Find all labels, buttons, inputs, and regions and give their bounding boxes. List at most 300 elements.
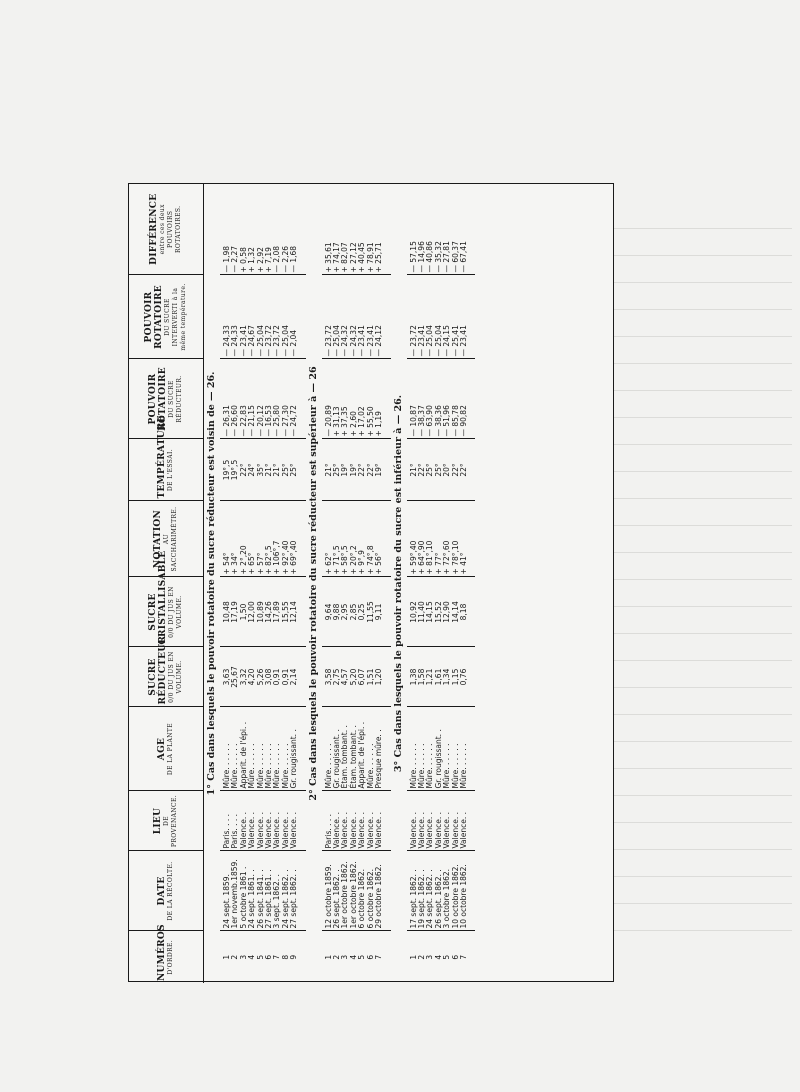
- table-cell: 14,15: [426, 577, 434, 647]
- table-cell: 2: [231, 931, 239, 983]
- rotated-table: [129, 184, 615, 983]
- table-row: [358, 184, 366, 983]
- table-cell: 6: [367, 931, 375, 983]
- table-cell: 29 octobre 1862.: [375, 851, 383, 931]
- table-cell: Valence. .: [265, 791, 273, 851]
- table-cell: 5,26: [257, 647, 265, 707]
- table-cell: 25°: [333, 439, 341, 501]
- table-cell: Mûre. . . . . .: [443, 707, 451, 791]
- column-header-title: TEMPÉRATURE: [157, 415, 167, 499]
- table-cell: 21°: [273, 439, 281, 501]
- spacer-cell: [384, 577, 391, 647]
- table-cell: 19°,5: [231, 439, 239, 501]
- spacer-cell: [468, 647, 475, 707]
- table-cell: Paris. . . .: [231, 791, 239, 851]
- table-cell: 24°: [248, 439, 256, 501]
- table-cell: 25°: [282, 439, 290, 501]
- table-cell: Mûre. . . . . .: [418, 707, 426, 791]
- table-cell: — 16,53: [265, 359, 273, 439]
- table-cell: 6 octobre 1862.: [367, 851, 375, 931]
- table-cell: 2,75: [333, 647, 341, 707]
- table-cell: 24 sept. 1861. .: [248, 851, 256, 931]
- table-cell: 22°: [367, 439, 375, 501]
- table-cell: 1,21: [426, 647, 434, 707]
- table-cell: Valence. .: [341, 791, 349, 851]
- table-cell: + 35,61: [323, 242, 333, 273]
- table-body: [204, 184, 476, 983]
- table-row: [375, 184, 383, 983]
- table-cell: 9,88: [333, 577, 341, 647]
- table-cell: 2,85: [350, 577, 358, 647]
- spacer-cell: [468, 501, 475, 577]
- table-cell: 22°: [460, 439, 468, 501]
- table-cell: Valence. .: [407, 791, 418, 851]
- table-row: [273, 184, 281, 983]
- table-cell: Valence. .: [290, 791, 298, 851]
- table-cell: 3,08: [265, 647, 273, 707]
- table-cell: 15,52: [435, 577, 443, 647]
- table-cell: — 35,32: [433, 241, 443, 273]
- column-header-title: POUVOIR ROTATOIRE: [144, 285, 164, 349]
- table-cell: 19°: [341, 439, 349, 501]
- table-cell: 21°: [265, 439, 273, 501]
- table-cell: + 40,45: [357, 242, 367, 273]
- table-cell: — 25,04: [257, 275, 265, 359]
- table-cell: 0,76: [460, 647, 468, 707]
- column-header: [129, 707, 204, 791]
- spacer-cell: [384, 184, 391, 275]
- column-header-subtitle: DU SUCRE RÉDUCTEUR.: [168, 375, 183, 423]
- table-cell: + 2,60: [350, 359, 358, 439]
- table-cell: 3,32: [240, 647, 248, 707]
- table-cell: 4,20: [248, 647, 256, 707]
- table-cell: — 25,04: [282, 275, 290, 359]
- spacer-cell: [384, 275, 391, 359]
- table-cell: Valence. .: [257, 791, 265, 851]
- table-cell: + 78,91: [365, 242, 375, 273]
- table-cell: Étam. tombant. .: [341, 707, 349, 791]
- table-cell: 11,40: [418, 577, 426, 647]
- spacer-cell: [299, 791, 306, 851]
- table-cell: 25°: [426, 439, 434, 501]
- table-cell: 2: [418, 931, 426, 983]
- table-cell: Valence. .: [240, 791, 248, 851]
- spacer-cell: [384, 359, 391, 439]
- spacer-cell: [299, 577, 306, 647]
- spacer-cell: [299, 851, 306, 931]
- table-cell: — 60,37: [450, 241, 460, 273]
- table-cell: + 1,32: [247, 247, 257, 273]
- column-header-subtitle: 0/0 DU JUS EN VOLUME.: [168, 586, 183, 638]
- spacer-cell: [299, 359, 306, 439]
- table-cell: 10,89: [257, 577, 265, 647]
- column-header-subtitle: DU SUCRE INTERVERTI à la même température.: [164, 283, 187, 351]
- table-cell: — 23,41: [358, 275, 366, 359]
- table-cell: — 23,41: [460, 275, 468, 359]
- table-cell: + 81°,10: [426, 501, 434, 577]
- column-header-subtitle: DE PROVENANCE.: [163, 794, 178, 848]
- table-cell: 14,14: [452, 577, 460, 647]
- table-cell: Valence. .: [426, 791, 434, 851]
- table-cell: 1,50: [240, 577, 248, 647]
- table-cell: + 9°,9: [358, 501, 366, 577]
- column-header: [129, 359, 204, 439]
- spacer-row: [468, 184, 475, 983]
- table-cell: — 24,33: [231, 275, 239, 359]
- table-cell: + 54°: [220, 501, 231, 577]
- column-header: [129, 275, 204, 359]
- table-cell: + 17,02: [358, 359, 366, 439]
- table-cell: — 23,72: [265, 275, 273, 359]
- column-header: [129, 924, 204, 983]
- table-cell: + 72°,60: [443, 501, 451, 577]
- table-cell: 12,90: [443, 577, 451, 647]
- table-cell: — 51,96: [443, 359, 451, 439]
- section-title: 2° Cas dans lesquels le pouvoir rotatoire du sucre réducteur est supérieur à — 26: [307, 366, 319, 801]
- table-cell: — 23,41: [240, 275, 248, 359]
- table-cell: 19°,5: [220, 439, 231, 501]
- table-cell: 2,95: [341, 577, 349, 647]
- table-cell: 22°: [418, 439, 426, 501]
- table-cell: — 1,98: [222, 245, 231, 273]
- table-cell: 8: [282, 931, 290, 983]
- table-cell: 25°: [290, 439, 298, 501]
- table-cell: 26 sept. 1841. .: [257, 851, 265, 931]
- column-header-subtitle: DE LA PLANTE: [167, 722, 174, 776]
- table-cell: 1er octobre 1862.: [341, 851, 349, 931]
- table-row: [322, 184, 333, 983]
- spacer-cell: [299, 647, 306, 707]
- table-cell: + 27,12: [348, 242, 358, 273]
- table-cell: + 64°,90: [418, 501, 426, 577]
- table-cell: Mûre. . . . . .: [322, 707, 333, 791]
- table-cell: Valence. .: [435, 791, 443, 851]
- table-cell: 3 octobre 1862.: [443, 851, 451, 931]
- table-cell: + 20°,2: [350, 501, 358, 577]
- spacer-cell: [384, 791, 391, 851]
- table-cell: + 106°,7: [273, 501, 281, 577]
- spacer-cell: [468, 931, 475, 983]
- table-cell: 12,00: [248, 577, 256, 647]
- table-row: [265, 184, 273, 983]
- spacer-cell: [468, 275, 475, 359]
- table-cell: 19°: [375, 439, 383, 501]
- table-cell: 17,89: [273, 577, 281, 647]
- table-cell: 24 sept. 1859.: [220, 851, 231, 931]
- table-cell: — 38,36: [435, 359, 443, 439]
- spacer-cell: [468, 359, 475, 439]
- column-header-title: DIFFÉRENCE: [149, 193, 159, 265]
- column-header-subtitle: entre ces deux POUVOIRS ROTATOIRES.: [159, 204, 182, 255]
- spacer-cell: [384, 707, 391, 791]
- table-cell: 8,18: [460, 577, 468, 647]
- table-cell: — 40,86: [425, 241, 435, 273]
- table-cell: — 24,15: [443, 275, 451, 359]
- table-cell: 3: [341, 931, 349, 983]
- table-row: [460, 184, 468, 983]
- table-cell: — 67,41: [458, 241, 468, 273]
- spacer-row: [384, 184, 391, 983]
- table-cell: — 2,27: [230, 245, 240, 273]
- table-row: [426, 184, 434, 983]
- table-cell: — 14,96: [416, 241, 426, 273]
- table-cell: Valence. .: [452, 791, 460, 851]
- table-cell: + 65°: [248, 501, 256, 577]
- table-cell: 4,57: [341, 647, 349, 707]
- table-cell: Apparit. de l'épi. .: [240, 707, 248, 791]
- table-cell: 10 octobre 1862.: [452, 851, 460, 931]
- table-cell: + 69°,40: [290, 501, 298, 577]
- table-cell: + 62°: [322, 501, 333, 577]
- column-header: [129, 415, 204, 501]
- table-row: [257, 184, 265, 983]
- table-cell: 22°: [358, 439, 366, 501]
- table-cell: — 22,83: [240, 359, 248, 439]
- table-cell: — 20,89: [322, 359, 333, 439]
- table-cell: 1: [220, 931, 231, 983]
- table-cell: 3,58: [322, 647, 333, 707]
- table-cell: + 56°: [375, 501, 383, 577]
- table-cell: Valence. .: [333, 791, 341, 851]
- table-cell: 24 sept. 1862. .: [426, 851, 434, 931]
- table-cell: 2,14: [290, 647, 298, 707]
- table-cell: + 34°: [231, 501, 239, 577]
- table-cell: Valence. .: [443, 791, 451, 851]
- column-header-subtitle: AU SACCHARIMÈTRE.: [163, 506, 178, 572]
- table-cell: + 25,71: [374, 242, 384, 273]
- table-cell: + 55,50: [367, 359, 375, 439]
- table-cell: Valence. .: [248, 791, 256, 851]
- table-cell: Paris. . . .: [322, 791, 333, 851]
- column-header: [129, 791, 204, 851]
- table-cell: — 10,87: [407, 359, 418, 439]
- table-cell: Gr. rougissant. .: [290, 707, 298, 791]
- table-cell: — 25,41: [452, 275, 460, 359]
- table-cell: — 27,30: [282, 359, 290, 439]
- table-cell: — 20,12: [257, 359, 265, 439]
- table-cell: — 25,04: [435, 275, 443, 359]
- spacer-cell: [384, 931, 391, 983]
- table-cell: Mûre. . . . . .: [265, 707, 273, 791]
- table-cell: + 7,19: [264, 247, 274, 273]
- table-cell: — 2,26: [280, 245, 290, 273]
- table-cell: — 24,32: [341, 275, 349, 359]
- table-cell: — 24,72: [290, 359, 298, 439]
- table-cell: 6 octobre 1862.: [358, 851, 366, 931]
- table-cell: 3,63: [220, 647, 231, 707]
- table-cell: 21°: [322, 439, 333, 501]
- table-cell: + 77°: [435, 501, 443, 577]
- table-cell: Mûre. . . . . .: [407, 707, 418, 791]
- table-cell: — 1,68: [289, 245, 299, 273]
- table-cell: 1er octobre 1862.: [350, 851, 358, 931]
- table-cell: + 78°,10: [452, 501, 460, 577]
- table-cell: 1,38: [407, 647, 418, 707]
- table-cell: Valence. .: [367, 791, 375, 851]
- table-cell: + 74°,8: [367, 501, 375, 577]
- table-cell: 2: [333, 931, 341, 983]
- table-cell: 5 octobre 1861 .: [240, 851, 248, 931]
- table-cell: 26 sept. 1862. .: [333, 851, 341, 931]
- table-cell: 9,64: [322, 577, 333, 647]
- table-cell: — 23,72: [322, 275, 333, 359]
- table-cell: + 71°,5: [333, 501, 341, 577]
- spacer-row: [299, 184, 306, 983]
- column-header-title: DATE: [157, 876, 167, 906]
- table-cell: — 2,04: [290, 275, 298, 359]
- table-row: [452, 184, 460, 983]
- section-title: 3° Cas dans lesquels le pouvoir rotatoire du sucre est inférieur à — 26.: [392, 394, 404, 773]
- table-cell: Mûre. . . . . .: [460, 707, 468, 791]
- table-cell: 17,19: [231, 577, 239, 647]
- table-cell: Valence. .: [273, 791, 281, 851]
- table-cell: + 82,07: [340, 242, 350, 273]
- table-row: [367, 184, 375, 983]
- data-table: [129, 184, 475, 983]
- table-cell: 1,51: [367, 647, 375, 707]
- table-cell: + 92°,40: [282, 501, 290, 577]
- table-cell: 12,14: [290, 577, 298, 647]
- table-cell: — 23,41: [367, 275, 375, 359]
- table-cell: 17 sept. 1862. .: [407, 851, 418, 931]
- table-cell: — 57,15: [408, 241, 418, 273]
- table-cell: 1er novemb.1859.: [231, 851, 239, 931]
- table-row: [231, 184, 239, 983]
- table-cell: Gr. rougissant. .: [435, 707, 443, 791]
- table-cell: 0,91: [282, 647, 290, 707]
- table-cell: + 58°,5: [341, 501, 349, 577]
- table-cell: Apparit. de l'épi. .: [358, 707, 366, 791]
- table-cell: + 2°,20: [240, 501, 248, 577]
- table-cell: 1,58: [418, 647, 426, 707]
- table-cell: + 0,58: [238, 247, 248, 273]
- table-cell: 10,92: [407, 577, 418, 647]
- table-cell: 35°: [257, 439, 265, 501]
- spacer-cell: [299, 707, 306, 791]
- table-cell: 3: [426, 931, 434, 983]
- column-header-title: POUVOIR ROTATOIRE: [148, 367, 168, 431]
- table-cell: — 26,60: [231, 359, 239, 439]
- table-cell: — 21,15: [248, 359, 256, 439]
- table-cell: 5: [443, 931, 451, 983]
- spacer-cell: [299, 275, 306, 359]
- table-cell: — 2,08: [272, 245, 282, 273]
- table-cell: — 24,33: [220, 275, 231, 359]
- table-cell: Mûre. . . . . .: [273, 707, 281, 791]
- table-cell: 27 sept. 1861. .: [265, 851, 273, 931]
- spacer-cell: [384, 501, 391, 577]
- table-cell: Paris. . . .: [220, 791, 231, 851]
- table-cell: 19°: [350, 439, 358, 501]
- table-cell: — 25,04: [426, 275, 434, 359]
- column-header-title: NUMÉROS: [157, 924, 167, 981]
- spacer-cell: [468, 439, 475, 501]
- data-table-frame: [128, 183, 614, 982]
- table-cell: — 38,37: [418, 359, 426, 439]
- table-cell: Valence. .: [350, 791, 358, 851]
- table-cell: Mûre. . . . . .: [220, 707, 231, 791]
- bleed-through-text: [612, 228, 792, 948]
- table-row: [443, 184, 451, 983]
- table-cell: 25,67: [231, 647, 239, 707]
- table-cell: — 23,72: [407, 275, 418, 359]
- table-cell: 1,61: [435, 647, 443, 707]
- spacer-cell: [384, 439, 391, 501]
- table-cell: 1,20: [375, 647, 383, 707]
- table-cell: 7: [460, 931, 468, 983]
- table-cell: — 25,04: [333, 275, 341, 359]
- column-header-title: NOTATION: [153, 509, 163, 569]
- table-cell: Mûre. . . . . .: [248, 707, 256, 791]
- table-cell: 9: [290, 931, 298, 983]
- table-row: [240, 184, 248, 983]
- table-cell: 19 sept. 1862. .: [418, 851, 426, 931]
- column-header-title: AGE: [157, 737, 167, 761]
- column-header: [129, 184, 204, 275]
- table-cell: 20°: [443, 439, 451, 501]
- table-cell: + 41°: [460, 501, 468, 577]
- table-cell: 6: [452, 931, 460, 983]
- table-cell: — 24,12: [375, 275, 383, 359]
- spacer-cell: [468, 791, 475, 851]
- column-header-title: SUCRE RÉDUCTEUR: [148, 635, 168, 705]
- table-cell: 0,91: [273, 647, 281, 707]
- table-cell: 4: [248, 931, 256, 983]
- spacer-cell: [384, 647, 391, 707]
- column-header-subtitle: D'ORDRE.: [167, 939, 174, 975]
- table-cell: Presque mûre. .: [375, 707, 383, 791]
- table-cell: — 85,78: [452, 359, 460, 439]
- table-cell: 5,20: [350, 647, 358, 707]
- table-cell: — 24,32: [350, 275, 358, 359]
- table-cell: 3 sept. 1862. .: [273, 851, 281, 931]
- section-title: 1° Cas dans lesquels le pouvoir rotatoire du sucre réducteur est voisin de — 26.: [206, 371, 217, 796]
- spacer-cell: [468, 577, 475, 647]
- table-row: [248, 184, 256, 983]
- table-cell: 1,34: [443, 647, 451, 707]
- table-cell: 0,25: [358, 577, 366, 647]
- column-header-subtitle: 0/0 DU JUS EN VOLUME.: [168, 651, 183, 703]
- table-cell: 15,55: [282, 577, 290, 647]
- table-row: [407, 184, 418, 983]
- table-cell: 5: [358, 931, 366, 983]
- spacer-cell: [299, 184, 306, 275]
- table-cell: Valence. .: [358, 791, 366, 851]
- table-cell: + 59°,40: [407, 501, 418, 577]
- spacer-cell: [468, 851, 475, 931]
- header-row: [129, 184, 204, 983]
- table-cell: Valence. .: [418, 791, 426, 851]
- table-cell: + 37,35: [341, 359, 349, 439]
- table-cell: Valence. .: [282, 791, 290, 851]
- table-cell: — 23,41: [418, 275, 426, 359]
- table-cell: 10,48: [220, 577, 231, 647]
- table-cell: — 27,81: [442, 241, 452, 273]
- table-cell: + 1,19: [375, 359, 383, 439]
- spacer-cell: [299, 439, 306, 501]
- table-cell: 10 octobre 1862.: [460, 851, 468, 931]
- table-cell: + 2,92: [255, 247, 265, 273]
- column-header-title: LIEU: [153, 807, 163, 835]
- table-cell: 11,55: [367, 577, 375, 647]
- column-header: [129, 550, 204, 647]
- column-header-subtitle: DE L'ESSAI.: [167, 448, 174, 492]
- table-cell: 6: [265, 931, 273, 983]
- table-cell: 5: [257, 931, 265, 983]
- table-cell: Mûre. . . . . .: [231, 707, 239, 791]
- column-header: [129, 851, 204, 931]
- spacer-cell: [299, 931, 306, 983]
